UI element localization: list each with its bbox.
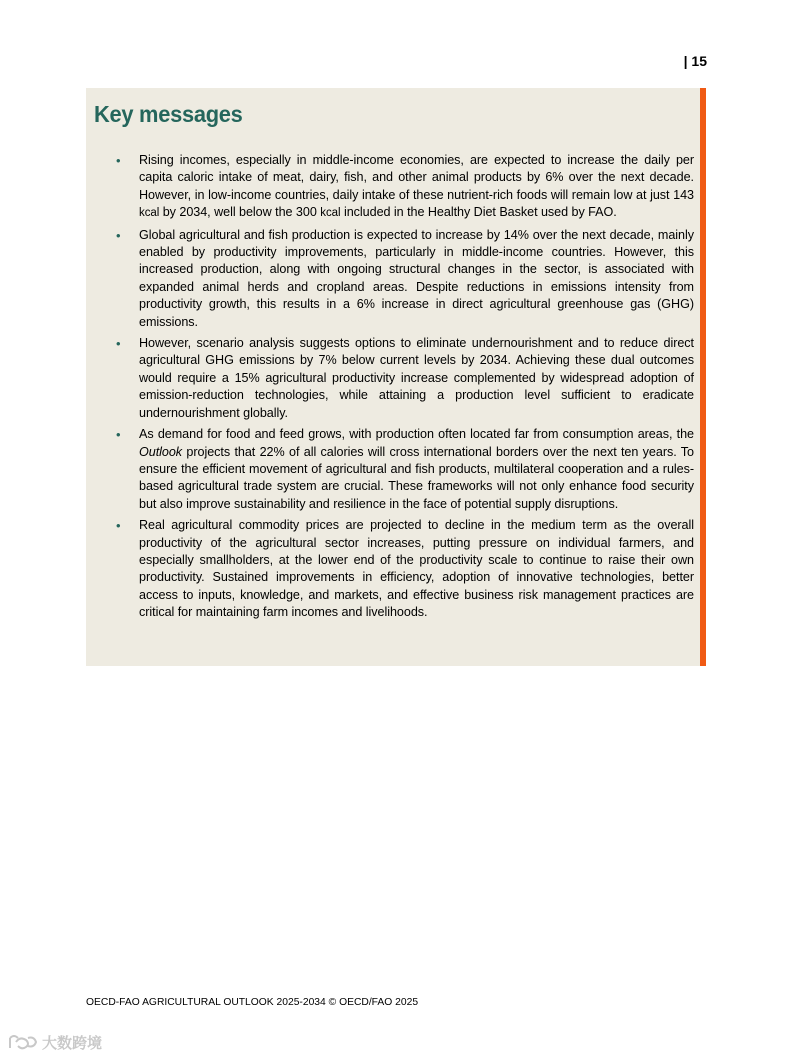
key-message-3 xyxy=(115,335,694,422)
outlook-title: Outlook xyxy=(139,444,183,459)
bullet-icon: • xyxy=(116,153,121,168)
page-footer: OECD-FAO AGRICULTURAL OUTLOOK 2025-2034 © OECD/FAO 2025 xyxy=(86,997,419,1008)
message-text: Real agricultural commodity prices are projected to decline in the medium term as the overall productivity of the agricultural sector increases, putting pressure on individual farmers, and especially smallholders, at the lower end of the productivity scale to continue to raise their own productivity. Sustained improvements in efficiency, adoption of innovative technologies, better access to inputs, knowledge, and markets, and effective business risk management practices are critical for maintaining farm incomes and livelihoods. xyxy=(139,518,694,620)
kcal-unit: kcal xyxy=(139,207,160,220)
message-text: included in the Healthy Diet Basket used by FAO. xyxy=(340,205,617,220)
key-messages-title: Key messages xyxy=(94,101,243,127)
message-text: Rising incomes, especially in middle-income economies, are expected to increase the daily per capita caloric intake of meat, dairy, fish, and other animal products by 6% over the next decade. However, in low-income countries, daily intake of these nutrient-rich foods will remain low at just 143 xyxy=(139,153,694,202)
message-text: However, scenario analysis suggests options to eliminate undernourishment and to reduce direct agricultural GHG emissions by 7% below current levels by 2034. Achieving these dual outcomes would require a 15% agricultural productivity increase complemented by widespread adoption of emission-reduction technologies, while attaining a production level sufficient to eradicate undernourishment globally. xyxy=(139,336,694,420)
key-message-5 xyxy=(115,517,694,621)
bullet-icon: • xyxy=(116,427,121,443)
key-message-2 xyxy=(115,227,694,331)
page-number: | 15 xyxy=(683,53,707,69)
bullet-icon: • xyxy=(116,336,121,352)
kcal-unit: kcal xyxy=(320,207,341,220)
key-messages-list xyxy=(115,152,694,626)
bullet-icon: • xyxy=(116,518,121,534)
message-text: As demand for food and feed grows, with production often located far from consumption areas, the xyxy=(139,427,694,442)
message-text: Global agricultural and fish production is expected to increase by 14% over the next decade, mainly enabled by productivity improvements, particularly in middle-income countries. However, this increased production, along with ongoing structural changes in the sector, is associated with expanded animal herds and cropland areas. Despite reductions in emissions intensity from productivity growth, this results in a 6% increase in direct agricultural greenhouse gas (GHG) emissions. xyxy=(139,227,694,329)
message-text: by 2034, well below the 300 xyxy=(159,205,321,220)
bullet-icon: • xyxy=(116,227,121,243)
watermark-text: 大数跨境 xyxy=(42,1034,103,1052)
message-text: projects that 22% of all calories will cross international borders over the next ten years. To ensure the efficient movement of agricultural and fish products, multilateral cooperation and a rules-based agricultural trade system are crucial. These frameworks will not only enhance food security but also improve sustainability and resilience in the face of potential supply disruptions. xyxy=(139,444,694,511)
key-message-4 xyxy=(115,426,694,513)
watermark xyxy=(8,1030,102,1054)
key-message-1 xyxy=(115,152,694,223)
logo-mark-icon xyxy=(8,1032,38,1052)
accent-stripe xyxy=(700,88,706,666)
